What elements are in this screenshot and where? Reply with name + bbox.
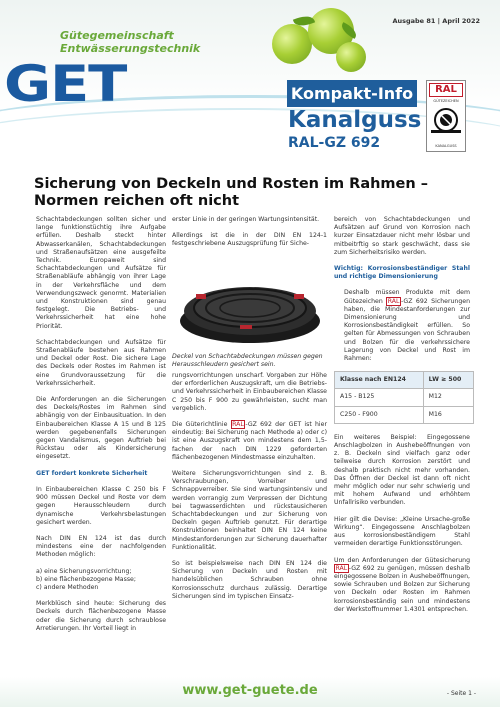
ral-seal-gz: GÜTEZEICHEN	[433, 99, 459, 103]
kompakt-info-badge: Kompakt-Info	[287, 80, 417, 107]
list-item: c) andere Methoden	[36, 583, 99, 591]
paragraph	[334, 289, 470, 363]
paragraph: Nach DIN EN 124 ist das durch mindestens eine der nachfolgenden Methoden möglich:	[36, 534, 166, 559]
text-run: Die Güterichtlinie	[172, 421, 231, 429]
org-name-line1: Gütegemeinschaft	[60, 29, 174, 42]
ral-seal	[426, 80, 466, 152]
text-column-1	[36, 216, 166, 641]
ral-mark: RAL	[335, 564, 348, 572]
table-row	[335, 389, 474, 406]
ral-mark: RAL	[232, 421, 244, 429]
text-run: Um den Anforderungen der Gütesicherung	[334, 556, 470, 564]
table-header: Klasse nach EN124	[335, 372, 424, 389]
paragraph: erster Linie in der geringen Wartungsintensität.	[172, 216, 320, 223]
decorative-wave	[0, 108, 500, 160]
text-column-2-bottom	[172, 372, 327, 609]
list-item: b) eine flächenbezogene Masse;	[36, 575, 136, 583]
table-header-row	[335, 372, 474, 389]
paragraph	[172, 421, 327, 462]
table-row	[335, 406, 474, 423]
table-cell: M12	[423, 389, 473, 406]
website-link[interactable]: www.get-guete.de	[182, 683, 318, 698]
paragraph: Ein weiteres Beispiel: Eingegossene Anschlagbolzen in Aushebeöffnungen von z. B. Deckeln sind vielfach ganz oder teilweise durch Korrosion zerstört und deshalb praktisch nicht mehr vorhanden. Das Öffnen der Deckel ist dann oft nicht mehr möglich oder nur sehr schwierig und mit hohem Aufwand und erhöhtem Unfallrisiko verbunden.	[334, 433, 470, 507]
table-cell: C250 - F900	[335, 406, 424, 423]
apple-image	[336, 42, 366, 72]
ral-mark: RAL	[387, 297, 400, 305]
paragraph: So ist beispielsweise nach DIN EN 124 die Sicherung von Deckeln und Rosten mit handelsüblichen Schrauben ohne Korrosionsschutz durchaus zulässig. Derartige Sicherungen sind im typischen Einsatz-	[172, 560, 327, 600]
table-cell: A15 - B125	[335, 389, 424, 406]
text-run: -GZ 692 Sicherungen haben, die Mindestanforderungen zur Dimensionierung und Korrosionsbeständigkeit erfüllen. So gelten für Abmessungen von Schrauben und Bolzen für die verkehrssichere Lagerung von Deckel und Rost im Rahmen:	[344, 297, 470, 363]
product-title: Kanalguss	[288, 107, 422, 133]
text-run: -GZ 692 der GET ist hier eindeutig: Bei Sicherung nach Methode a) oder c) ist eine Auszugskraft von mindestens dem 1,5-fachen der nach DIN 1229 geforderten flächenbezogenen Mindestmasse einzuhalten.	[172, 421, 327, 461]
apple-image	[272, 24, 312, 64]
text-run: -GZ 692 zu genügen, müssen deshalb eingegossene Bolzen in Aushebeöffnungen, sowie Schrauben und Bolzen zur Sicherung von Deckeln oder Rosten im Rahmen korrosionsbeständig sein und mindestens der Werkstoffnummer 1.4301 entsprechen.	[334, 564, 470, 613]
manhole-icon	[427, 106, 465, 136]
article-headline: Sicherung von Deckeln und Rosten im Rahmen – Normen reichen oft nicht	[34, 176, 428, 209]
image-caption: Deckel von Schachtabdeckungen müssen gegen Herausschleudern gesichert sein.	[172, 353, 323, 368]
paragraph: Hier gilt die Devise: „Kleine Ursache-große Wirkung“. Eingegossene Anschlagbolzen aus korrosionsbeständigem Stahl vermeiden derartige Funktionsstörungen.	[334, 515, 470, 548]
issue-info: Ausgabe 81 | April 2022	[392, 17, 480, 25]
paragraph: Schachtabdeckungen und Aufsätze für Straßenabläufe bestehen aus Rahmen und Deckel oder Rost. Die sichere Lage des Deckels oder Rostes im Rahmen ist eine Grundvoraussetzung für die Verkehrssicherheit.	[36, 338, 166, 387]
paragraph: Die Anforderungen an die Sicherungen des Deckels/Rostes im Rahmen sind abhängig von der Einbausituation. In den Einbaubereichen Klasse A 15 und B 125 werden gegebenenfalls Sicherungen gegen Vandalismus, gegen Auftrieb bei Rückstau oder als Kindersicherung eingesetzt.	[36, 396, 166, 461]
product-subtitle: RAL-GZ 692	[288, 135, 381, 151]
text-column-2-top	[172, 216, 327, 257]
paragraph: In Einbaubereichen Klasse C 250 bis F 900 müssen Deckel und Roste vor dem gegen Herausschleudern durch dynamische Verkehrsbelastungen gesichert werden.	[36, 485, 166, 526]
methods-list	[36, 568, 166, 593]
paragraph: Allerdings ist die in der DIN EN 124-1 festgeschriebene Auszugsprüfung für Siche-	[172, 232, 327, 248]
table-cell: M16	[423, 406, 473, 423]
text-column-3	[334, 216, 470, 622]
paragraph: bereich von Schachtabdeckungen und Aufsätzen auf Grund von Korrosion nach kurzer Einsatzdauer nicht mehr lösbar und mitbeitrftig so stark geschwächt, dass sie zum Sicherheitsrisiko werden.	[334, 216, 470, 256]
section-heading: Wichtig: Korrosionsbeständiger Stahl und richtige Dimensionierung	[334, 265, 470, 281]
paragraph	[334, 557, 470, 614]
dimension-table	[334, 371, 474, 424]
table-header: LW ≥ 500	[423, 372, 473, 389]
paragraph: Weitere Sicherungsvorrichtungen sind z. B. Verschraubungen, Vorreiber und Schnappverreiber. Sie sind wartungsintensiv und werden vorrangig zum Verpressen der Dichtung bei tagwasserdichten und rückstausicheren Schachtabdeckungen und zur Sicherung von Deckeln gegen Auftrieb genutzt. Für derartige Konstruktionen beinhaltet DIN EN 124 keine Mindestanforderungen zur Sicherung dauerhafter Funktionalität.	[172, 470, 327, 551]
paragraph: rungsvorrichtungen unscharf. Vorgaben zur Höhe der erforderlichen Auszugskraft, um die Betriebs- und Verkehrssicherheit in Einbaubereichen Klasse C 250 bis F 900 zu gewährleisten, sucht man vergeblich.	[172, 372, 327, 412]
text-run: Deshalb müssen Produkte mit dem Gütezeichen	[344, 289, 470, 305]
list-item: a) eine Sicherungsvorrichtung;	[36, 567, 132, 575]
manhole-cover-photo	[176, 266, 324, 348]
page-number: - Seite 1 -	[446, 690, 476, 697]
paragraph: Merkblüsch sind heute: Sicherung des Deckels durch flächenbezogene Masse oder die Sicherung durch schraublose Arretierungen. Ihr Vorteil liegt in	[36, 600, 166, 632]
section-heading: GET fordert konkrete Sicherheit	[36, 469, 148, 477]
get-logo: GET	[4, 55, 127, 113]
ral-seal-text: KANALGUSS	[435, 144, 457, 148]
paragraph: Schachtabdeckungen sollten sicher und lange funktionstüchtig ihre Aufgabe erfüllen. Deshalb steckt hinter Abwasserkanälen, Schachtabdeckungen und Straßenaufsätzen eine ausgefeilte Technik. Europaweit sind Schachtabdeckungen und Aufsätze für Straßenabläufe abhängig von ihrer Lage in der Verkehrsfläche und dem Verwendungszweck genormt. Materialien und Konstruktionen sind genau festgelegt. Die Betriebs- und Verkehrssicherheit hat eine hohe Priorität.	[36, 216, 166, 330]
org-name-line2: Entwässerungstechnik	[60, 42, 201, 55]
ral-seal-label: RAL	[429, 83, 463, 97]
